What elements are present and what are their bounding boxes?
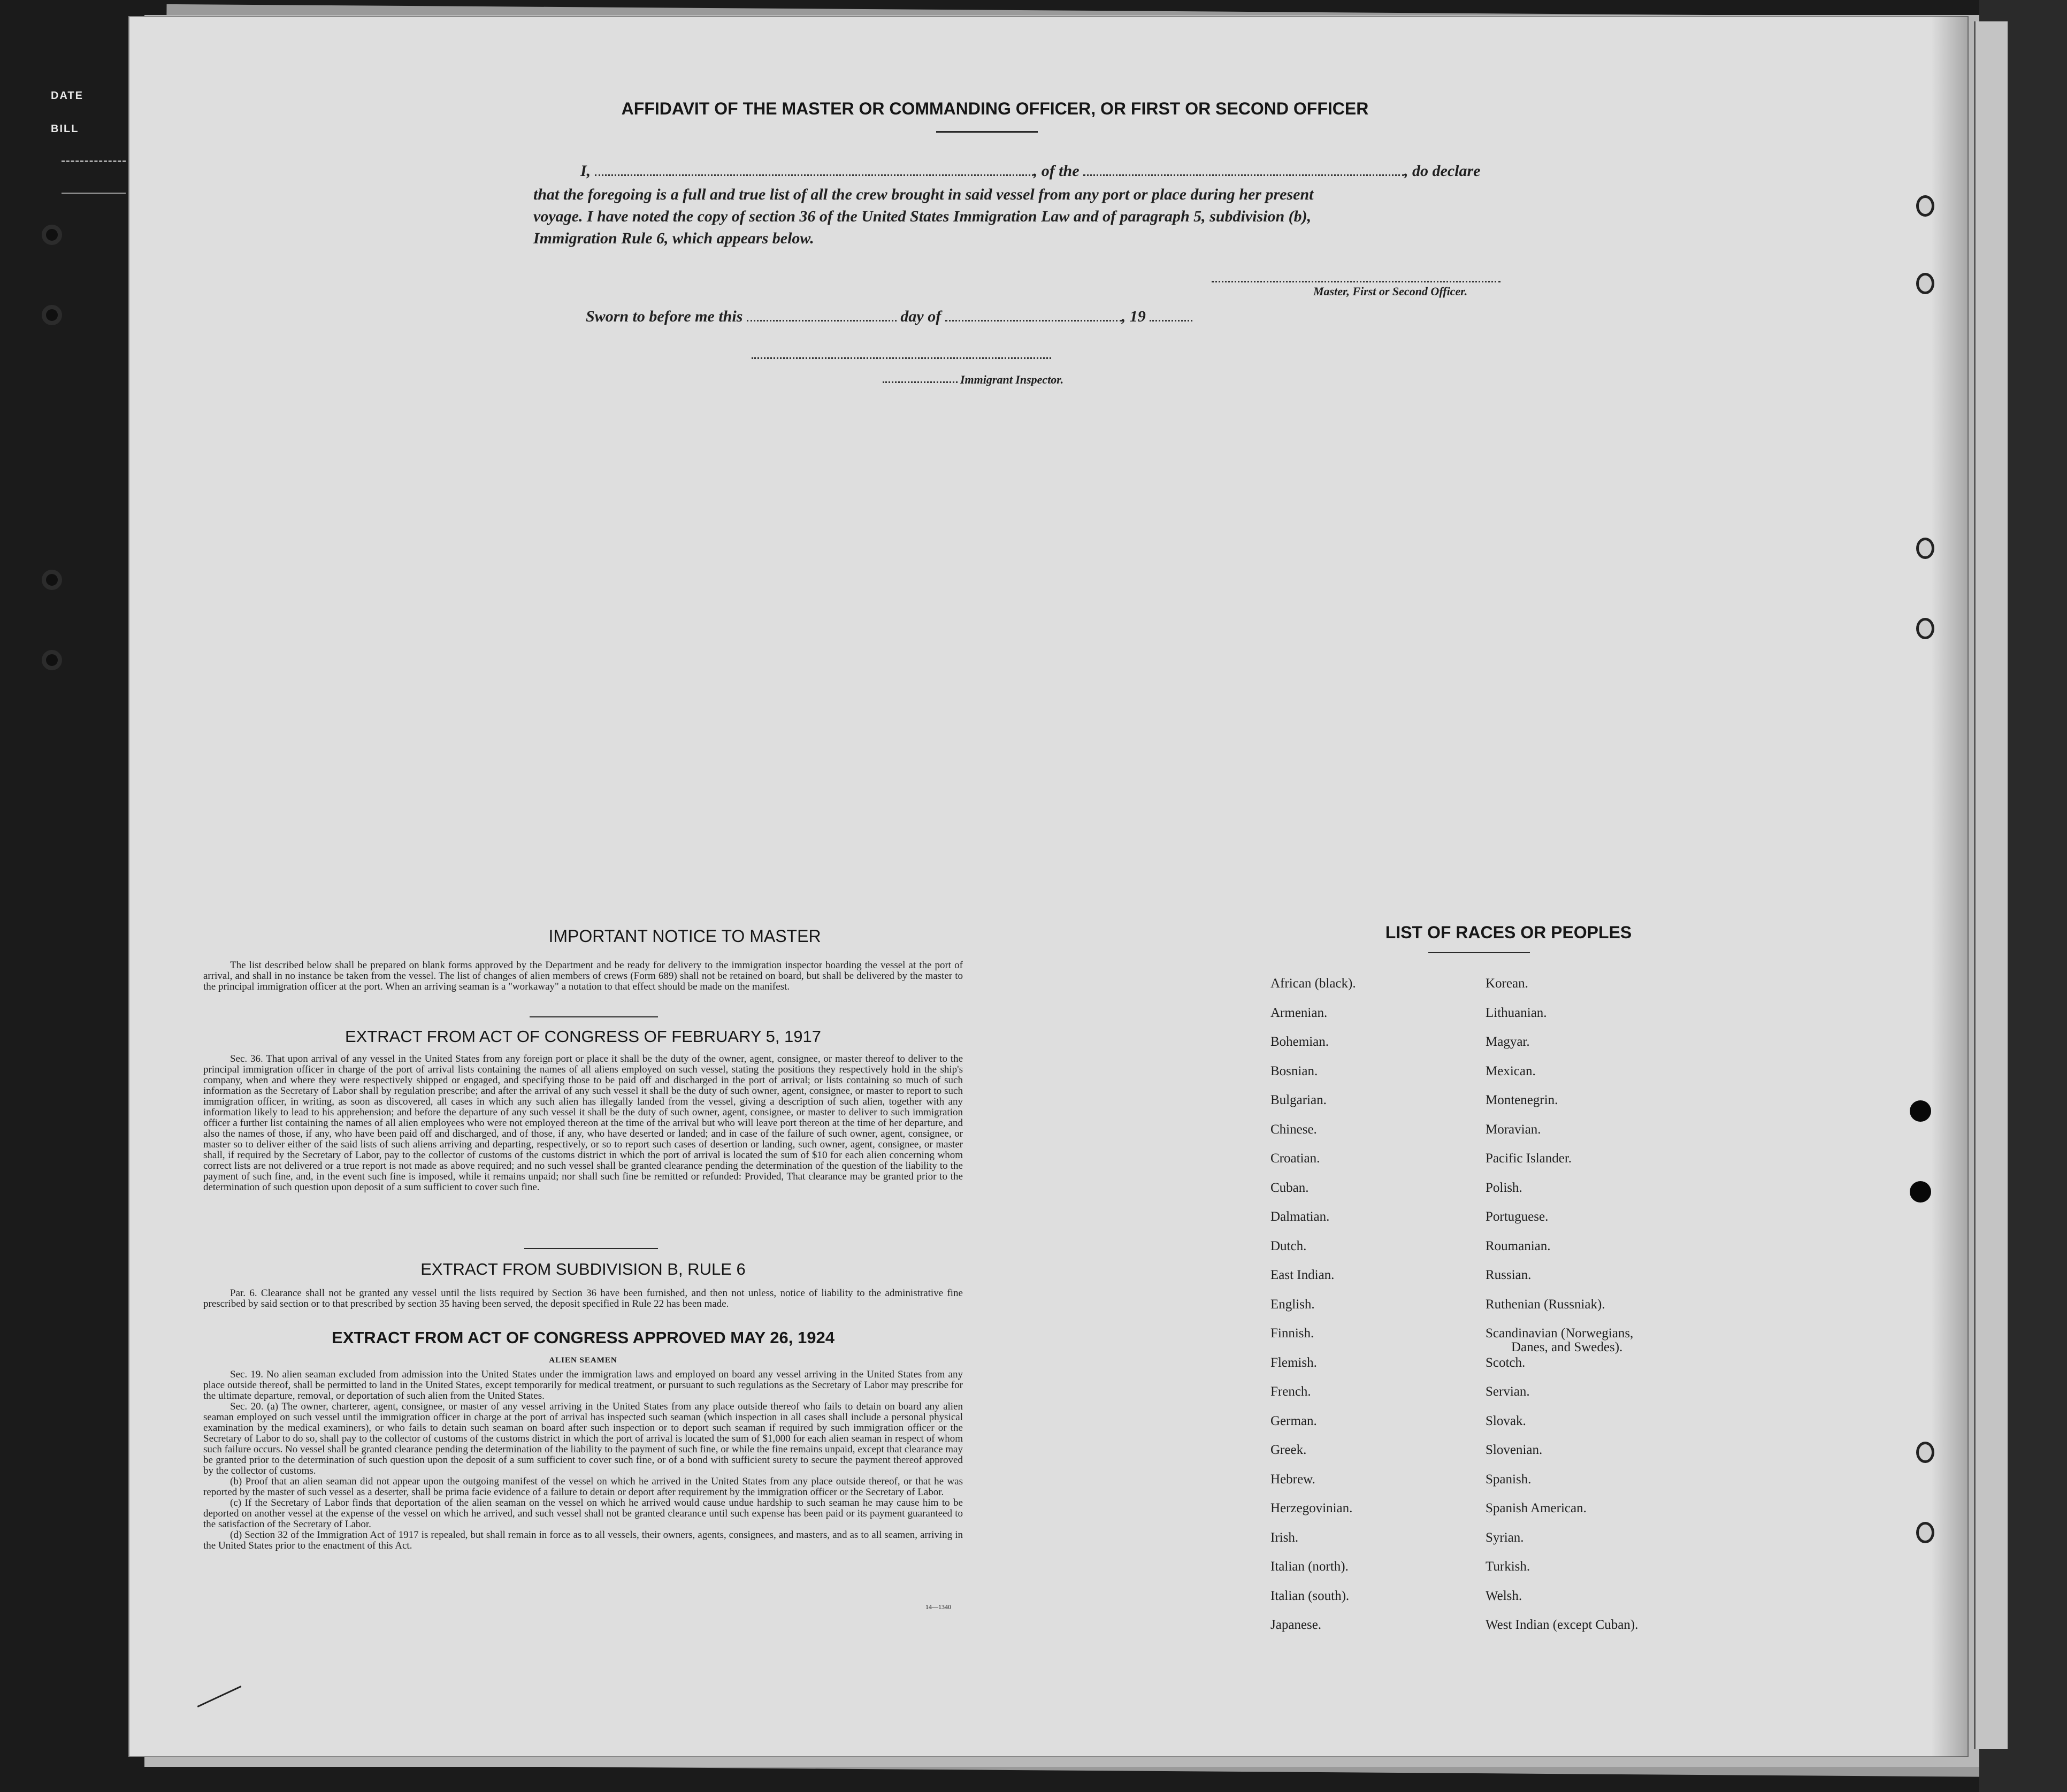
punch-dot (1910, 1100, 1931, 1122)
binding-hole (42, 305, 62, 325)
races-title: LIST OF RACES OR PEOPLES (1385, 923, 1632, 942)
section-divider (524, 1248, 658, 1249)
race-item: Croatian. (1270, 1151, 1320, 1166)
margin-rule (62, 193, 126, 194)
race-item: African (black). (1270, 976, 1356, 991)
race-item: Syrian. (1486, 1530, 1524, 1545)
race-item: English. (1270, 1297, 1315, 1312)
race-item: Dalmatian. (1270, 1209, 1330, 1224)
race-item: Mexican. (1486, 1063, 1536, 1078)
margin-stamp-date: DATE (51, 90, 83, 102)
margin-stamp-bill: BILL (51, 123, 79, 135)
par-6-paragraph: Par. 6. Clearance shall not be granted any vessel until the lists required by Section 36 have been furnished, and then not unless, notice of liability to the administrative fine prescribed by said section or to that prescribed by section 35 having been served, the deposit specified in Rule 22 has been made. (203, 1288, 963, 1309)
race-item: Italian (north). (1270, 1559, 1349, 1574)
binding-hole (42, 225, 62, 245)
alien-seamen-subtitle: ALIEN SEAMEN (549, 1356, 617, 1365)
binding-hole (42, 650, 62, 670)
affidavit-i: I, (580, 162, 591, 180)
sec-19-paragraph: Sec. 19. No alien seaman excluded from admission into the United States under the immigration laws and employed on board any vessel arriving in the United States from any place outside thereof, shall be permitted to land in the United States, except temporarily for medical treatment, or pursuant to such regulations as the Secretary of Labor may prescribe for the ultimate departure, removal, or deportation of such alien from the United States. (203, 1369, 963, 1402)
race-item: Bulgarian. (1270, 1093, 1327, 1107)
master-signature-line[interactable] (1212, 281, 1501, 282)
affidavit-line-3: voyage. I have noted the copy of section 36 of the United States Immigration Law and of paragraph 5, subdivision (b), (533, 208, 1312, 225)
race-item: Russian. (1486, 1268, 1532, 1282)
affidavit-title: AFFIDAVIT OF THE MASTER OR COMMANDING OFFICER, OR FIRST OR SECOND OFFICER (621, 99, 1369, 118)
race-item: Korean. (1486, 976, 1528, 991)
section-divider (530, 1016, 658, 1017)
master-label: Master, First or Second Officer. (1313, 285, 1468, 298)
race-item: Montenegrin. (1486, 1093, 1558, 1107)
race-item: Dutch. (1270, 1238, 1307, 1253)
race-item: Magyar. (1486, 1035, 1530, 1049)
race-item: Herzegovinian. (1270, 1501, 1353, 1515)
extract-1917-title: EXTRACT FROM ACT OF CONGRESS OF FEBRUARY 5, 1917 (344, 1027, 822, 1046)
race-item: Slovenian. (1486, 1443, 1543, 1457)
sec-36-paragraph: Sec. 36. That upon arrival of any vessel in the United States from any foreign port or place it shall be the duty of the owner, agent, consignee, or master thereof to deliver to the principal immigration officer in charge of the port of arrival lists containing the names of all aliens employed on such vessel, stating the positions they respectively hold in the ship's company, when and where they were respectively shipped or engaged, and specifying those to be paid off and discharged in the port of arrival; or lists containing so much of such information as the Secretary of Labor shall by regulation prescribe; and after the arrival of any such vessel it shall be the duty of such owner, agent, consignee, or master to report to such immigration officer, in writing, as soon as discovered, all cases in which any such alien has illegally landed from the vessel, giving a description of such alien, together with any information likely to lead to his apprehension; and before the departure of any such vessel it shall be the duty of such owner, agent, consignee, or master to deliver to such immigration officer a further list containing the names of all alien employees who were not employed thereon at the time of the arrival but who will leave port thereon at the time of her departure, and also the names of those, if any, who have been paid off and discharged, and of those, if any, who have deserted or landed; and in case of the failure of such owner, agent, consignee, or master so to deliver either of the said lists of such aliens arriving and departing, respectively, or so to report such cases of desertion or landing, such owner, agent, consignee, or master shall, if required by the Secretary of Labor, pay to the collector of customs of the customs district in which the port of arrival is located the sum of $10 for each alien concerning whom correct lists are not delivered or a true report is not made as above required; and no such vessel shall be granted clearance pending the determination of the question of the liability to the payment of such fine, and, in the event such fine is imposed, while it remains unpaid; nor shall such fine be remitted or refunded: Provided, That clearance may be granted prior to the determination of such question upon deposit of a sum sufficient to cover such fine. (203, 1053, 963, 1193)
form-number: 14—1340 (925, 1603, 951, 1611)
notice-paragraph: The list described below shall be prepared on blank forms approved by the Department and be ready for delivery to the immigration inspector boarding the vessel at the port of arrival, and shall in no instance be taken from the vessel. The list of changes of alien members of crews (Form 689) shall not be retained on board, but shall be delivered by the master to the principal immigration officer at the port. When an arriving seaman is a "workaway" a notation to that effect should be made on the manifest. (203, 960, 963, 992)
margin-rule (62, 160, 126, 162)
race-item: Moravian. (1486, 1122, 1541, 1137)
page-edge-shadow (1931, 16, 1969, 1757)
race-item: Greek. (1270, 1443, 1307, 1457)
sec-20c-paragraph: (c) If the Secretary of Labor finds that deportation of the alien seaman on the vessel on which he arrived would cause undue hardship to such seaman he may cause him to be deported on another vessel at the expense of the vessel on which he arrived, and such vessel shall not be granted clearance until such expense has been paid or its payment guaranteed to the satisfaction of the Secretary of Labor. (203, 1497, 963, 1530)
race-item: Lithuanian. (1486, 1005, 1547, 1020)
affidavit-of-the: , of the (1033, 162, 1080, 180)
sec-20d-paragraph: (d) Section 32 of the Immigration Act of 1917 is repealed, but shall remain in force as to all vessels, their owners, agents, consignees, and masters, and as to all seamen, arriving in the United States prior to the enactment of this Act. (203, 1529, 963, 1551)
sec-20a-paragraph: Sec. 20. (a) The owner, charterer, agent, consignee, or master of any vessel arriving in the United States from any place outside thereof who fails to detain on board any alien seaman employed on such vessel until the immigration officer in charge at the port of arrival has inspected such seaman (which inspection in all cases shall include a personal physical examination by the medical examiners), or who fails to detain such seaman on board after such inspection or to deport such seaman if required by such immigration officer or the Secretary of Labor to do so, shall pay to the collector of customs of the customs district in which the port of arrival is located the sum of $1,000 for each alien seaman in respect of whom such failure occurs. No vessel shall be granted clearance pending the determination of the liability to the payment of such fine, or while the fine remains unpaid, except that clearance may be granted prior to the determination of such question upon the deposit of a sum sufficient to cover such fine, or of a bond with sufficient surety to secure the payment thereof approved by the collector of customs. (203, 1401, 963, 1476)
race-item: Bohemian. (1270, 1035, 1329, 1049)
notice-title: IMPORTANT NOTICE TO MASTER (548, 926, 821, 946)
race-item: East Indian. (1270, 1268, 1335, 1282)
punch-dot (1910, 1181, 1931, 1203)
notice-text (203, 960, 963, 992)
sworn-year-blank[interactable] (1150, 319, 1192, 321)
race-item: Roumanian. (1486, 1238, 1551, 1253)
sec-20b-paragraph: (b) Proof that an alien seaman did not appear upon the outgoing manifest of the vessel on which he arrived in the United States from any place outside thereof, or that he was reported by the master of such vessel as a deserter, shall be prima facie evidence of a failure to detain or deport after requirement by the immigration officer or the Secretary of Labor. (203, 1476, 963, 1498)
extract-rule6-text (203, 1288, 963, 1309)
inspector-short-line (883, 381, 958, 383)
title-underline (936, 131, 1038, 133)
race-item: West Indian (except Cuban). (1486, 1618, 1639, 1632)
affidavit-do-declare: , do declare (1404, 162, 1481, 180)
race-item: Italian (south). (1270, 1588, 1350, 1603)
sworn-prefix: Sworn to before me this (586, 308, 743, 325)
sworn-year: , 19 (1121, 308, 1146, 325)
race-item: Polish. (1486, 1180, 1522, 1195)
race-item: Welsh. (1486, 1588, 1522, 1603)
race-item: Scandinavian (Norwegians, (1486, 1326, 1634, 1341)
extract-1917-text (203, 1054, 963, 1193)
race-item: Spanish. (1486, 1472, 1532, 1487)
sworn-line (586, 308, 1192, 326)
binding-hole (42, 570, 62, 590)
race-item: Finnish. (1270, 1326, 1314, 1341)
race-item: Irish. (1270, 1530, 1299, 1545)
race-item: Bosnian. (1270, 1063, 1318, 1078)
race-item: Chinese. (1270, 1122, 1317, 1137)
sworn-month-blank[interactable] (945, 319, 1122, 321)
race-item: Ruthenian (Russniak). (1486, 1297, 1605, 1312)
extract-1924-text (203, 1369, 963, 1551)
race-item: Hebrew. (1270, 1472, 1315, 1487)
affidavit-line-1 (580, 162, 1480, 180)
extract-1924-title: EXTRACT FROM ACT OF CONGRESS APPROVED MAY 26, 1924 (332, 1328, 835, 1347)
vessel-blank[interactable] (1083, 174, 1404, 176)
document-page (128, 16, 1969, 1757)
inspector-label: Immigrant Inspector. (960, 373, 1064, 386)
inspector-signature-line[interactable] (752, 357, 1051, 359)
race-item: Turkish. (1486, 1559, 1530, 1574)
race-item: Spanish American. (1486, 1501, 1587, 1515)
race-item: Japanese. (1270, 1618, 1322, 1632)
race-item: German. (1270, 1413, 1317, 1428)
race-item: Flemish. (1270, 1355, 1317, 1370)
race-item: Pacific Islander. (1486, 1151, 1572, 1166)
race-item: Scotch. (1486, 1355, 1526, 1370)
right-page-strip (1974, 21, 2008, 1749)
races-title-underline (1428, 952, 1530, 953)
race-item-continuation: Danes, and Swedes). (1511, 1340, 1623, 1354)
race-item: Portuguese. (1486, 1209, 1549, 1224)
affidavit-line-2: that the foregoing is a full and true list of all the crew brought in said vessel from any port or place during her present (533, 186, 1314, 203)
sworn-day-blank[interactable] (747, 319, 897, 321)
race-item: Cuban. (1270, 1180, 1309, 1195)
race-item: Slovak. (1486, 1413, 1526, 1428)
sworn-day-of: day of (900, 308, 941, 325)
name-blank[interactable] (595, 174, 1034, 176)
race-item: Servian. (1486, 1384, 1530, 1399)
race-item: Armenian. (1270, 1005, 1328, 1020)
race-item: French. (1270, 1384, 1311, 1399)
extract-rule6-title: EXTRACT FROM SUBDIVISION B, RULE 6 (420, 1260, 746, 1278)
affidavit-line-4: Immigration Rule 6, which appears below. (533, 229, 814, 247)
pencil-mark (197, 1686, 242, 1707)
